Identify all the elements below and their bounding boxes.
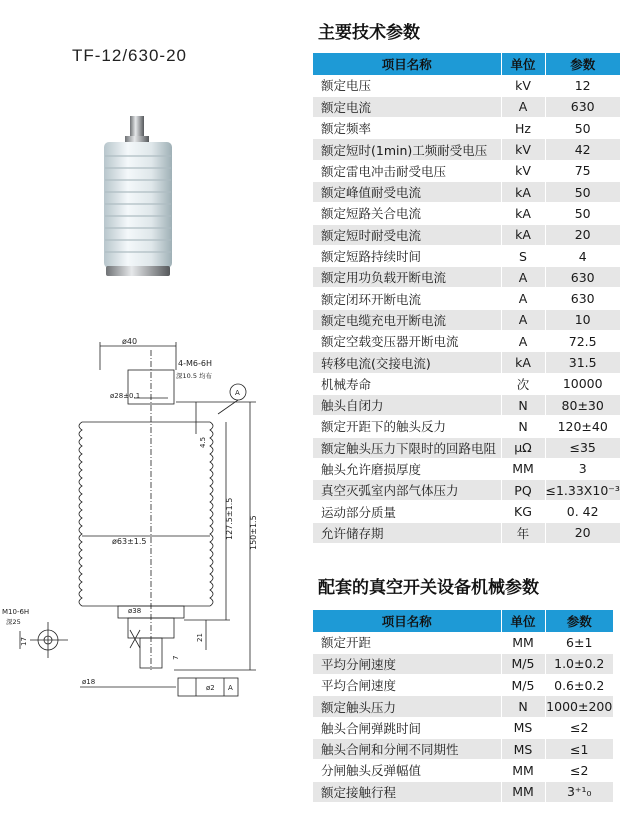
svg-text:7: 7 [172,655,180,660]
param-value: 0.6±0.2 [545,675,613,696]
param-name: 额定短路持续时间 [313,245,501,266]
param-value: 3⁺¹₀ [545,781,613,802]
param-value: ≤2 [545,760,613,781]
svg-text:17: 17 [20,637,28,646]
svg-text:127.5±1.5: 127.5±1.5 [225,497,234,540]
table-row [313,352,620,373]
tech-params-title: 主要技术参数 [318,23,420,43]
param-unit: S [501,245,545,266]
param-value: 1000±200 [545,696,613,717]
param-value: 80±30 [545,394,620,415]
svg-text:A: A [228,684,233,692]
param-name: 额定开距 [313,632,501,653]
param-name: 转移电流(交接电流) [313,352,501,373]
tech-params-table [313,53,620,544]
param-value: ≤1 [545,738,613,759]
col-header-value: 参数 [545,610,613,632]
param-unit: N [501,394,545,415]
param-name: 平均合闸速度 [313,675,501,696]
param-unit: A [501,267,545,288]
table-row [313,139,620,160]
param-name: 额定短时耐受电流 [313,224,501,245]
table-row [313,632,613,653]
svg-text:4-M6-6H: 4-M6-6H [178,359,212,368]
param-name: 触头自闭力 [313,394,501,415]
param-name: 触头合闸弹跳时间 [313,717,501,738]
svg-text:ø2: ø2 [206,684,215,692]
param-name: 额定电压 [313,75,501,96]
param-unit: Hz [501,118,545,139]
param-value: 50 [545,181,620,202]
col-header-item: 项目名称 [313,53,501,75]
param-name: 允许储存期 [313,522,501,543]
table-row [313,224,620,245]
param-value: 630 [545,96,620,117]
param-name: 额定闭环开断电流 [313,288,501,309]
svg-text:ø18: ø18 [82,678,96,686]
param-value: 630 [545,267,620,288]
param-unit: M/5 [501,653,545,674]
param-value: 42 [545,139,620,160]
param-value: 6±1 [545,632,613,653]
table-row [313,331,620,352]
dimension-drawing [0,330,300,710]
param-name: 额定电缆充电开断电流 [313,309,501,330]
param-value: 50 [545,118,620,139]
product-photo [96,110,186,280]
table-row [313,288,620,309]
svg-text:150±1.5: 150±1.5 [249,515,258,550]
param-name: 机械寿命 [313,373,501,394]
table-row [313,480,620,501]
param-unit: M/5 [501,675,545,696]
param-value: 20 [545,522,620,543]
param-unit: A [501,331,545,352]
table-row [313,181,620,202]
param-value: 12 [545,75,620,96]
param-unit: MS [501,738,545,759]
param-name: 运动部分质量 [313,501,501,522]
param-name: 触头合闸和分闸不同期性 [313,738,501,759]
param-unit: 次 [501,373,545,394]
col-header-item: 项目名称 [313,610,501,632]
product-model: TF-12/630-20 [72,46,187,65]
svg-text:ø63±1.5: ø63±1.5 [112,537,147,546]
param-unit: KG [501,501,545,522]
param-name: 额定用功负载开断电流 [313,267,501,288]
param-unit: MM [501,632,545,653]
table-row [313,267,620,288]
param-unit: A [501,309,545,330]
col-header-unit: 单位 [501,53,545,75]
table-row [313,373,620,394]
svg-text:深25: 深25 [6,618,21,626]
param-name: 额定空载变压器开断电流 [313,331,501,352]
param-name: 额定触头压力 [313,696,501,717]
table-row [313,458,620,479]
param-value: 4 [545,245,620,266]
param-unit: kV [501,75,545,96]
param-value: 10 [545,309,620,330]
param-unit: kA [501,224,545,245]
param-value: 20 [545,224,620,245]
table-row [313,653,613,674]
param-value: 10000 [545,373,620,394]
param-value: ≤35 [545,437,620,458]
param-value: 3 [545,458,620,479]
param-value: 72.5 [545,331,620,352]
table-row [313,696,613,717]
table-row [313,781,613,802]
table-row [313,416,620,437]
table-row [313,760,613,781]
table-row [313,160,620,181]
svg-text:ø40: ø40 [122,337,138,346]
param-value: ≤1.33X10⁻³ [545,480,620,501]
param-unit: PQ [501,480,545,501]
table-row [313,675,613,696]
mech-params-table [313,610,613,803]
mech-params-title: 配套的真空开关设备机械参数 [318,578,539,598]
table-row [313,717,613,738]
param-name: 额定触头压力下限时的回路电阻 [313,437,501,458]
table-row [313,203,620,224]
param-value: 50 [545,203,620,224]
param-name: 分闸触头反弹幅值 [313,760,501,781]
param-name: 触头允许磨损厚度 [313,458,501,479]
param-value: ≤2 [545,717,613,738]
param-unit: kA [501,203,545,224]
param-name: 额定开距下的触头反力 [313,416,501,437]
svg-text:深10.5 均布: 深10.5 均布 [176,372,213,380]
param-unit: MM [501,781,545,802]
param-value: 75 [545,160,620,181]
col-header-unit: 单位 [501,610,545,632]
svg-text:21: 21 [196,633,204,642]
param-name: 额定短时(1min)工频耐受电压 [313,139,501,160]
table-row [313,118,620,139]
param-unit: MS [501,717,545,738]
param-name: 额定接触行程 [313,781,501,802]
param-value: 1.0±0.2 [545,653,613,674]
param-name: 真空灭弧室内部气体压力 [313,480,501,501]
table-row [313,245,620,266]
param-unit: N [501,416,545,437]
table-row [313,522,620,543]
param-unit: A [501,96,545,117]
svg-text:4.5: 4.5 [199,436,207,448]
table-row [313,738,613,759]
svg-text:A: A [235,389,240,397]
param-unit: 年 [501,522,545,543]
table-row [313,309,620,330]
table-row [313,501,620,522]
param-unit: MM [501,760,545,781]
table-row [313,437,620,458]
param-unit: MM [501,458,545,479]
param-name: 额定短路关合电流 [313,203,501,224]
param-unit: kA [501,352,545,373]
table-row [313,96,620,117]
param-unit: kV [501,139,545,160]
param-name: 额定雷电冲击耐受电压 [313,160,501,181]
param-name: 额定电流 [313,96,501,117]
table-row [313,394,620,415]
col-header-value: 参数 [545,53,620,75]
param-unit: kA [501,181,545,202]
param-name: 平均分闸速度 [313,653,501,674]
param-unit: A [501,288,545,309]
param-unit: μΩ [501,437,545,458]
svg-text:ø28±0.1: ø28±0.1 [110,392,141,400]
param-value: 0. 42 [545,501,620,522]
param-unit: N [501,696,545,717]
param-value: 120±40 [545,416,620,437]
param-name: 额定峰值耐受电流 [313,181,501,202]
param-value: 630 [545,288,620,309]
svg-text:M10-6H: M10-6H [2,608,30,616]
svg-text:ø38: ø38 [128,607,142,615]
param-unit: kV [501,160,545,181]
table-row [313,75,620,96]
param-value: 31.5 [545,352,620,373]
param-name: 额定频率 [313,118,501,139]
